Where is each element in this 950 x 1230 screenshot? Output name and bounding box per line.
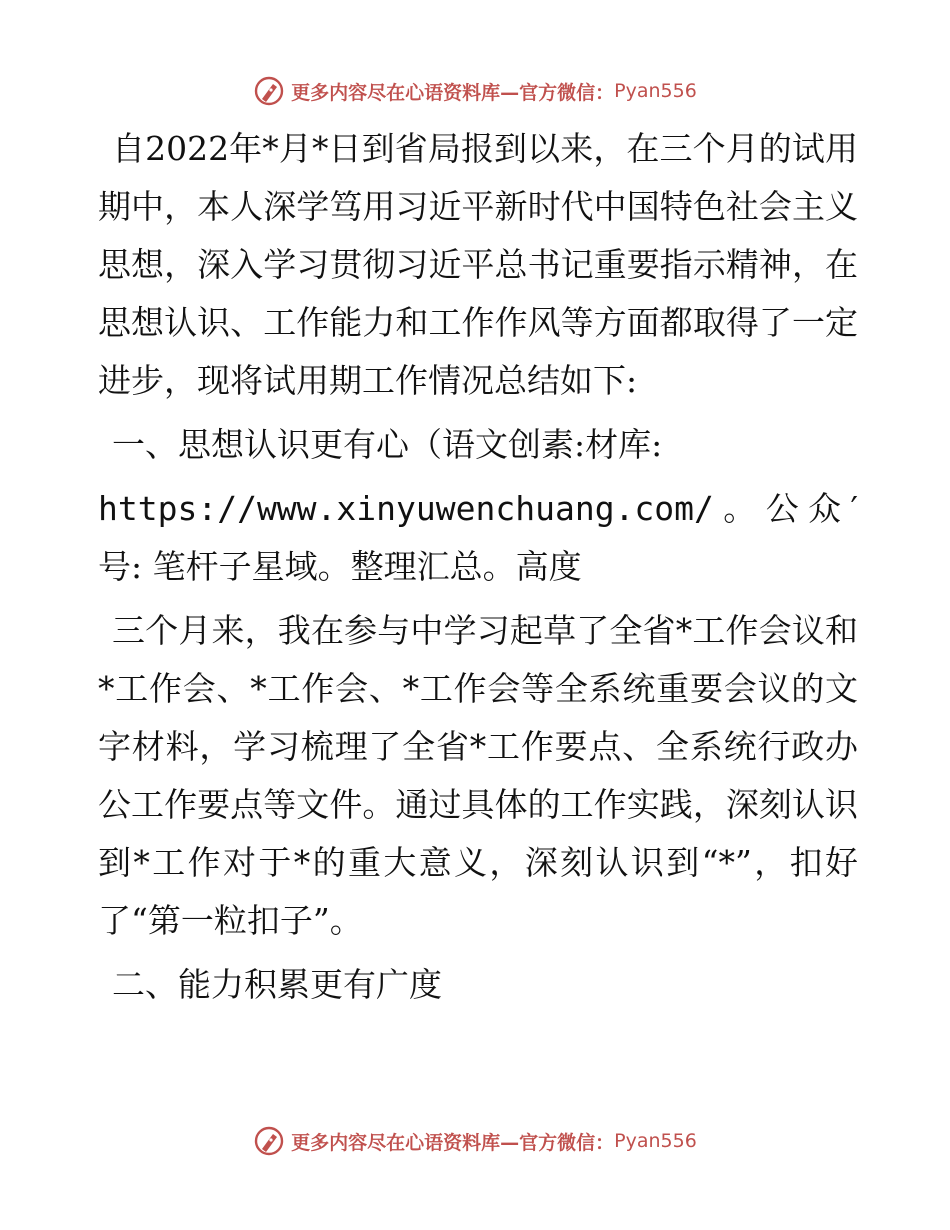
header-banner-account: Pyan556 — [614, 80, 697, 102]
header-banner — [0, 71, 950, 111]
header-banner-text: 更多内容尽在心语资料库—官方微信： — [291, 81, 615, 104]
section1-body: 三个月来，我在参与中学习起草了全省*工作会议和*工作会、*工作会、*工作会等全系统重要会议的文字材料，学习梳理了全省*工作要点、全系统行政办公工作要点等文件。通过具体的工作实践，深刻认识到*工作对于*的重大意义，深刻认识到“*”，扣好了“第一粒扣子”。 — [98, 611, 858, 940]
pen-nib-logo-icon — [253, 75, 285, 107]
footer-banner-text: 更多内容尽在心语资料库—官方微信： — [291, 1131, 615, 1154]
section1-url: https://www.xinyuwenchuang.com/ — [98, 489, 714, 528]
section1-heading: 一、思想认识更有心（语文创素:材库: — [112, 425, 663, 464]
section2-heading: 二、能力积累更有广度 — [112, 965, 442, 1004]
section1-url-tail: 。公众′号: 笔杆子星域。整理汇总。高度 — [98, 489, 858, 586]
intro-paragraph: 自2022年*月*日到省局报到以来，在三个月的试用期中，本人深学笃用习近平新时代中国特色社会主义思想，深入学习贯彻习近平总书记重要指示精神，在思想认识、工作能力和工作作风等方面都取得了一定进步，现将试用期工作情况总结如下: — [98, 129, 858, 400]
footer-banner-account: Pyan556 — [614, 1130, 697, 1152]
document-body — [98, 120, 858, 1020]
section1-url-line — [98, 480, 858, 596]
footer-banner — [0, 1121, 950, 1161]
pen-nib-logo-icon — [253, 1125, 285, 1157]
